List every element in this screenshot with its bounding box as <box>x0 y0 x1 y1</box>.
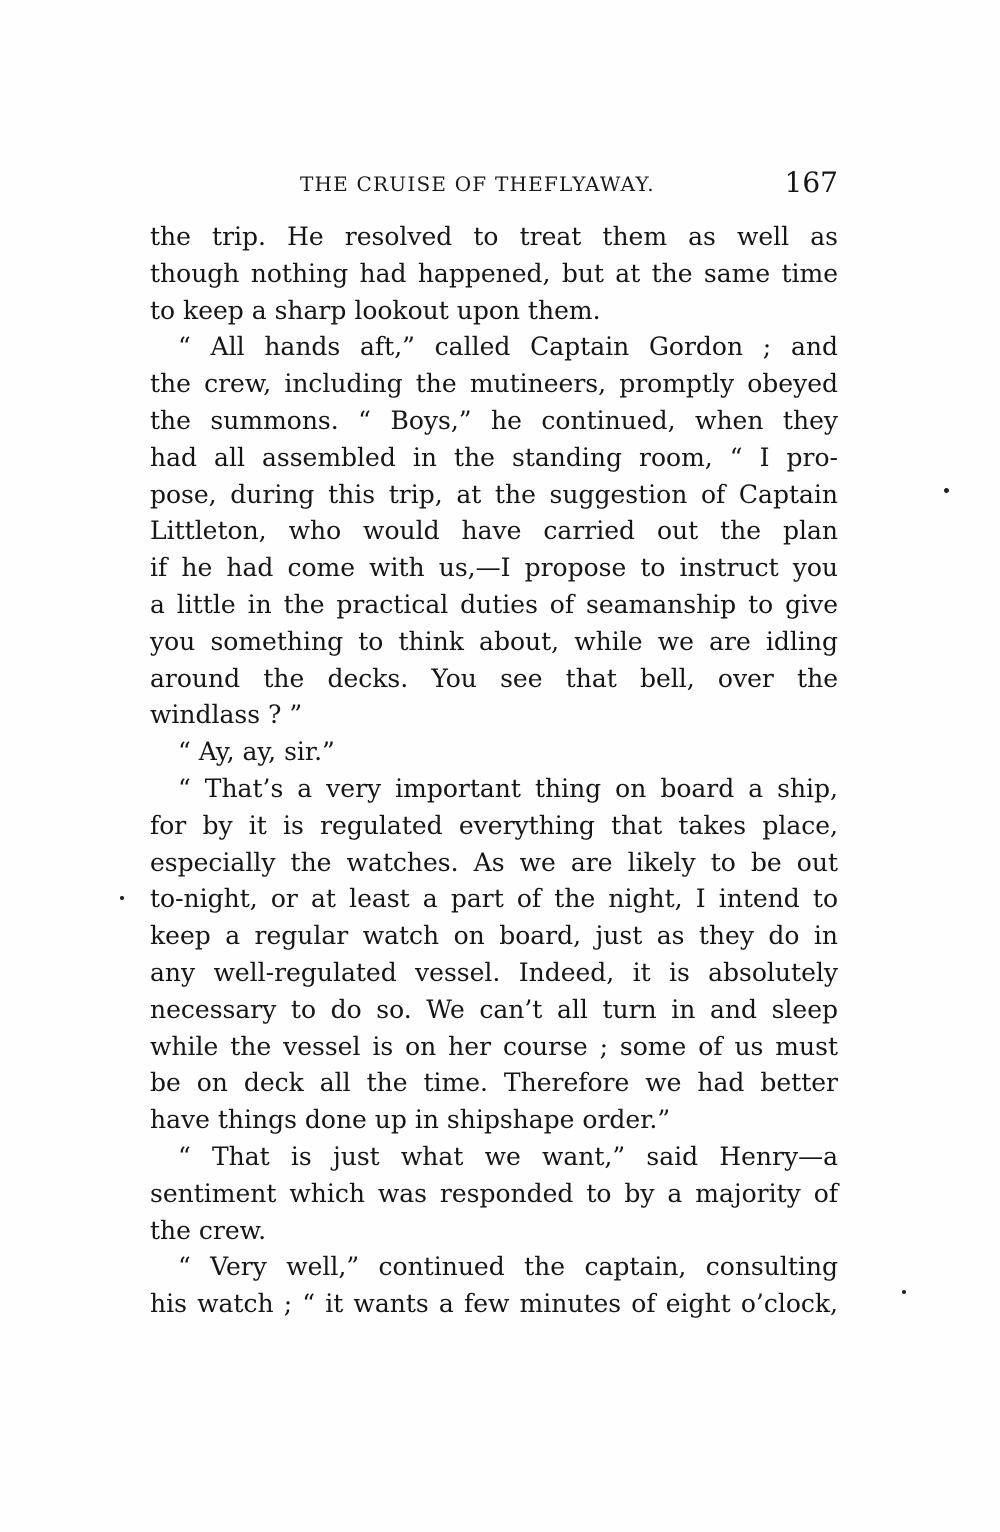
text-line: around the decks. You see that bell, over the <box>150 663 838 693</box>
text-line: keep a regular watch on board, just as they do in <box>150 921 838 951</box>
text-line: if he had come with us,—I propose to instruct you <box>150 553 838 583</box>
text-line: “ Ay, ay, sir.” <box>178 737 335 767</box>
text-line: to-night, or at least a part of the night, I intend to <box>150 884 838 914</box>
text-line: be on deck all the time. Therefore we had better <box>150 1068 838 1098</box>
text-line: any well-regulated vessel. Indeed, it is absolutely <box>150 957 838 987</box>
text-line: for by it is regulated everything that takes place, <box>150 810 838 840</box>
text-line: you something to think about, while we are idling <box>150 626 838 656</box>
text-line: “ That is just what we want,” said Henry—a <box>178 1141 838 1171</box>
running-title: THE CRUISE OF THEFLYAWAY. <box>300 172 655 196</box>
text-line: his watch ; “ it wants a few minutes of eight o’clock, <box>150 1289 838 1319</box>
text-line: “ All hands aft,” called Captain Gordon ; and <box>178 332 838 362</box>
body-text <box>150 219 838 1323</box>
text-line: a little in the practical duties of seamanship to give <box>150 589 838 619</box>
text-line: while the vessel is on her course ; some of us must <box>150 1031 838 1061</box>
text-line: the summons. “ Boys,” he continued, when they <box>150 405 838 435</box>
text-line: “ That’s a very important thing on board a ship, <box>178 773 838 803</box>
text-line: windlass ? ” <box>150 700 303 730</box>
text-line: necessary to do so. We can’t all turn in and sleep <box>150 994 838 1024</box>
text-line: had all assembled in the standing room, “ I pro- <box>150 442 838 472</box>
ink-speck <box>944 488 949 493</box>
text-line: to keep a sharp lookout upon them. <box>150 295 601 325</box>
text-line: Littleton, who would have carried out the plan <box>150 516 838 546</box>
text-line: the crew. <box>150 1215 267 1245</box>
text-line: pose, during this trip, at the suggestion of Captain <box>150 479 838 509</box>
text-line: have things done up in shipshape order.” <box>150 1105 671 1135</box>
running-head <box>150 166 840 206</box>
text-line: “ Very well,” continued the captain, consulting <box>178 1252 838 1282</box>
text-line: though nothing had happened, but at the same time <box>150 258 838 288</box>
ink-speck <box>120 896 124 900</box>
ink-speck <box>902 1290 906 1294</box>
text-line: sentiment which was responded to by a majority of <box>150 1178 838 1208</box>
text-line: especially the watches. As we are likely to be out <box>150 847 838 877</box>
text-line: the crew, including the mutineers, promptly obeyed <box>150 369 838 399</box>
text-line: the trip. He resolved to treat them as well as <box>150 222 838 251</box>
page-number: 167 <box>784 166 838 199</box>
